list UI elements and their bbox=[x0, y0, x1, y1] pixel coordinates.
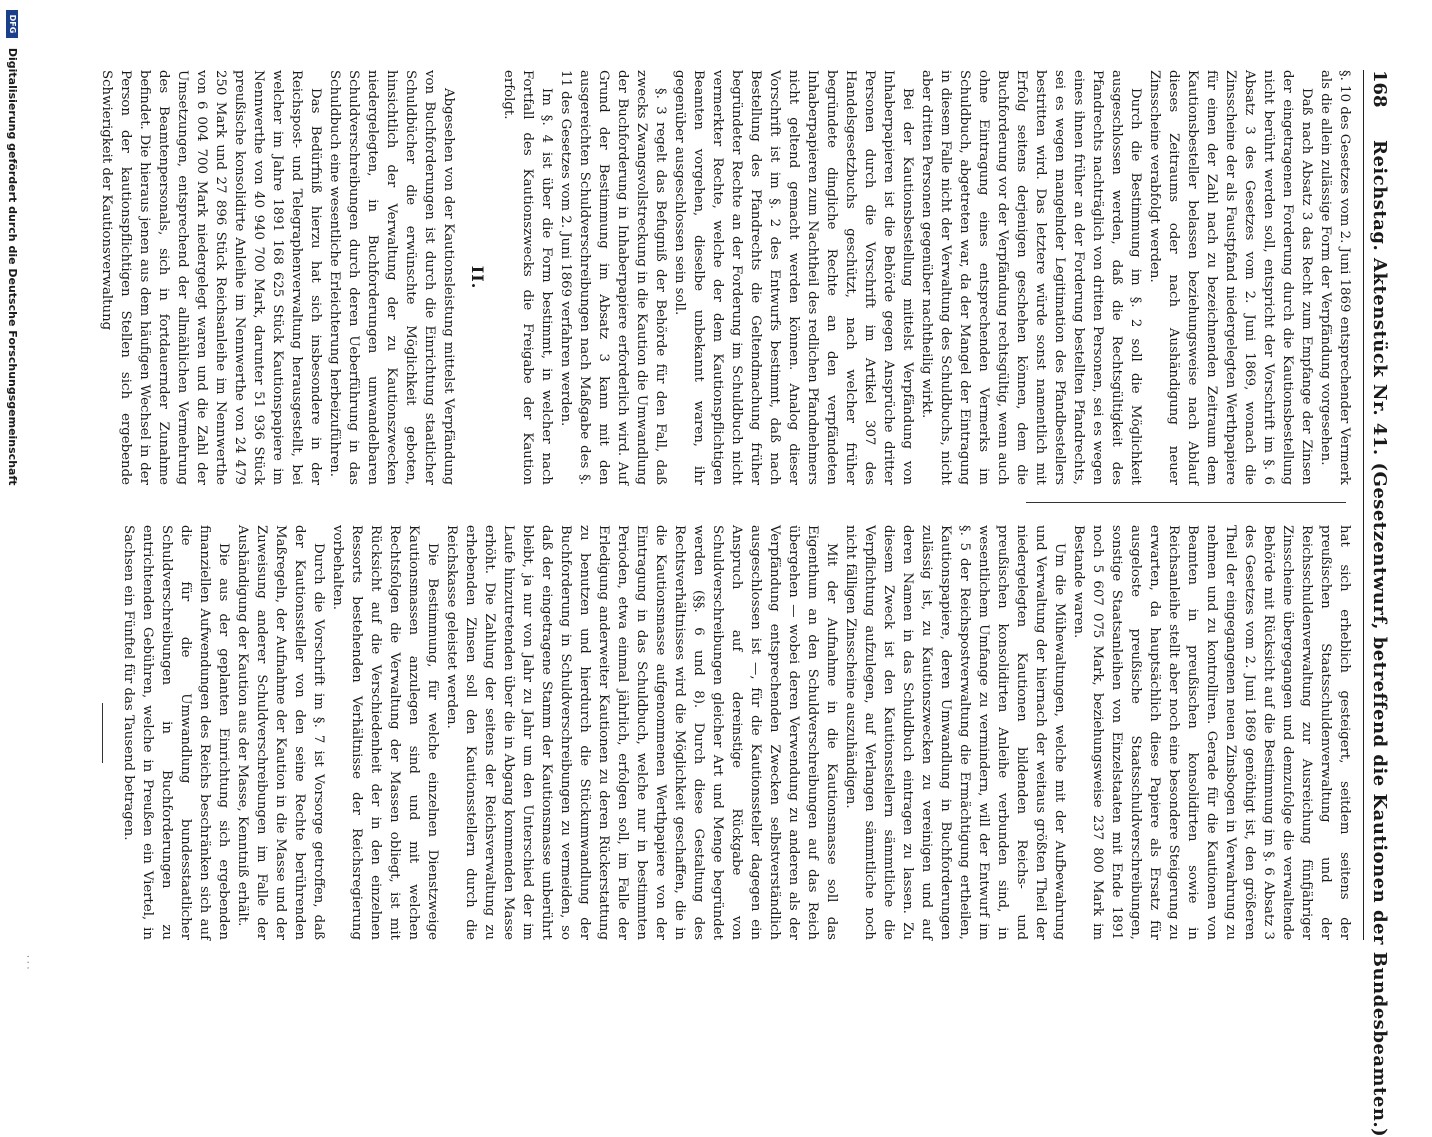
paragraph: Das Bedürfniß hierzu hat sich insbesondere in der Reichspost- und Telegraphenverwaltung herausgestellt, bei welcher im Jahre 1891 168 625 Stück Kautionspapiere im Nennwerthe von 40 940 700 Mark, darunter 51 936 Stück preußische konsolidirte Anleihe im Nennwerthe von 24 479 250 Mark und 27 896 Stück Reichsanleihe im Nennwerthe von 6 004 700 Mark niedergelegt waren und die Zahl der Umsetzungen, entsprechend der allmählichen Vermehrung des Beamtenpersonals, sich in fortdauernder Zunahme befindet. Die hieraus jenen aus dem häufigen Wechsel in der Person der kautionspflichtigen Stellen sich ergebende Schwierigkeit der Kautionsverwaltung bbox=[99, 70, 323, 485]
dfg-logo: DFG bbox=[6, 10, 18, 38]
column-divider bbox=[1026, 502, 1346, 503]
section-heading: II. bbox=[468, 265, 487, 290]
paragraph: Durch die Vorschrift im §. 7 ist Vorsorge getroffen, daß der Kautionssteller von den seine Rechte berührenden Maßregeln, der Aufnahme der Kaution in die Masse und der Zuweisung anderer Schuldverschreibungen im Falle der Aushändigung der Kaution aus der Masse, Kenntniß erhält. bbox=[235, 525, 326, 940]
end-rule bbox=[102, 703, 103, 763]
paragraph: Bei der Kautionsbestellung mittelst Verpfändung von Inhaberpapieren ist die Behörde gegen Ansprüche dritter Personen durch die Vorschrift im Artikel 307 des Handelsgesetzbuchs geschützt, nach welcher früher begründete dingliche Rechte an den verpfändeten Inhaberpapieren zum Nachtheil des redlichen Pfandnehmers nicht geltend gemacht werden können. Analog dieser Vorschrift ist im §. 2 des Entwurfs bestimmt, daß nach Bestellung des Pfandrechts die Geltendmachung früher begründeter Rechte an der Forderung im Schuldbuch nicht vermerkter Rechte, welche der dem Kautionspflichtigen Beamten vorgehen, dieselbe unbekannt waren, ihr gegenüber ausgeschlossen sein soll. bbox=[672, 70, 915, 485]
paragraph: hat sich erheblich gesteigert, seitdem seitens der preußischen Staatsschuldenverwaltung und der Reichsschuldenverwaltung zur Ausreichung fünfjähriger Zinsscheine übergegangen und demzufolge die verwaltende Behörde mit Rücksicht auf die Bestimmung im §. 6 Absatz 3 des Gesetzes vom 2. Juni 1869 genöthigt ist, den größeren Theil der eingegangenen neuen Zinsbogen in Verwahrung zu nehmen und zu kontrolliren. Gerade für die Kautionen von Beamten in preußischen konsolidirten sowie in Reichsanleihe stellt aber noch eine besondere Steigerung zu erwarten, da hauptsächlich diese Papiere als Ersatz für ausgeloste preußische Staatsschuldverschreibungen, sonstige Staatsanleihen von Einzelstaaten mit Ende 1891 noch 5 607 075 Mark, beziehungsweise 237 800 Mark im Bestande waren. bbox=[1071, 525, 1352, 940]
paragraph: Die Bestimmung, für welche einzelnen Dienstzweige Kautionsmassen anzulegen sind und mit welchen Rechtsfolgen die Verwaltung der Massen obliegt, ist mit Rücksicht auf die Verschiedenheit der in den einzelnen Ressorts bestehenden Verhältnisse der Reichsregierung vorbehalten. bbox=[330, 525, 440, 940]
left-column bbox=[99, 70, 1354, 485]
paragraph: §. 10 des Gesetzes vom 2. Juni 1869 entsprechender Vermerk als die allein zulässige Form der Verpfändung vorgesehen. bbox=[1318, 70, 1352, 485]
paragraph: Durch die Bestimmung im §. 2 soll die Möglichkeit ausgeschlossen werden, daß die Rechtsgültigkeit des Pfandrechts nachträglich von dritten Personen, sei es wegen eines ihnen früher an der Forderung bestellten Pfandrechts, sei es wegen mangelnder Legitimation des Pfandbestellers bestritten wird. Das letztere würde sonst namentlich mit Erfolg seitens derjenigen geschehen können, dem die Buchforderung vor der Verpfändung rechtsgültig, wenn auch ohne Eintragung eines entsprechenden Vermerks im Schuldbuch, abgetreten war, da der Mangel der Eintragung in diesem Falle nicht der Verwaltung des Schuldbuchs, nicht aber dritten Personen gegenüber nachtheilig wirkt. bbox=[919, 70, 1143, 485]
running-header bbox=[1363, 70, 1392, 1137]
corner-mark: · · · bbox=[22, 955, 32, 970]
paragraph: Daß nach Absatz 3 das Recht zum Empfange der Zinsen der eingetragenen Forderung durch die Kautionsbestellung nicht berührt werden soll, entspricht der Vorschrift im §. 6 Absatz 3 des Gesetzes vom 2. Juni 1869, wonach die Zinsscheine der als Faustpfand niedergelegten Werthpapiere für einen der Zahl nach zu bezeichnenden Zeitraum dem Kautionsbesteller belassen beziehungsweise nach Ablauf dieses Zeitraums oder nach Aushändigung neuer Zinsscheine verabfolgt werden. bbox=[1147, 70, 1314, 485]
right-column bbox=[114, 525, 1354, 940]
paragraph: §. 3 regelt das Befugniß der Behörde für den Fall, daß zwecks Zwangsvollstreckung in die Kaution die Umwandlung der Buchforderung in Inhaberpapiere erforderlich wird. Auf Grund der Bestimmung im Absatz 3 kann mit den ausgereichten Schuldverschreibungen nach Maßgabe des §. 11 des Gesetzes vom 2. Juni 1869 verfahren werden. bbox=[558, 70, 668, 485]
footer-text: Digitalisierung gefördert durch die Deutsche Forschungsgemeinschaft bbox=[6, 47, 19, 486]
paragraph: Abgesehen von der Kautionsleistung mittelst Verpfändung von Buchforderungen ist durch die Einrichtung staatlicher Schuldbücher die erwünschte Möglichkeit geboten, hinsichtlich der Verwaltung der zu Kautionszwecken niedergelegten, in Buchforderungen umwandelbaren Schuldverschreibungen durch deren Ueberführung in das Schuldbuch eine wesentliche Erleichterung herbeizuführen. bbox=[327, 70, 456, 485]
paragraph: Um die Mühewaltungen, welche mit der Aufbewahrung und Verwaltung der hiernach der weitaus größten Theil der niedergelegten Kautionen bildenden Reichs- und preußischen konsolidirten Anleihe verbunden sind, in wesentlichem Umfange zu vermindern, will der Entwurf im §. 5 der Reichspostverwaltung die Ermächtigung ertheilen, Kautionspapiere, deren Umwandlung in Buchforderungen zulässig ist, zu Kautionszwecken zu vereinigen und auf deren Namen in das Schuldbuch eintragen zu lassen. Zu diesem Zweck ist den Kautionsstellern sämmtliche die Verpflichtung aufzulegen, auf Verlangen sämmtliche noch nicht fälligen Zinsscheine auszuhändigen. bbox=[843, 525, 1067, 940]
paragraph: Mit der Aufnahme in die Kautionsmasse soll das Eigenthum an den Schuldverschreibungen auf das Reich übergehen — wobei deren Verwendung zu anderen als der Verpfändung entsprechenden Zwecken selbstverständlich ausgeschlossen ist —, für die Kautionssteller dagegen ein Anspruch auf dereinstige Rückgabe von Schuldverschreibungen gleicher Art und Menge begründet werden (§§. 6 und 8). Durch diese Gestaltung des Rechtsverhältnisses wird die Möglichkeit geschaffen, die in die Kautionsmasse aufgenommenen Werthpapiere von der Eintragung in das Schuldbuch, welche nur in bestimmten Perioden, etwa einmal jährlich, erfolgen soll, im Falle der Erledigung anderweiter Kautionen zu deren Rückerstattung zu benutzen und hierdurch die Stückumwandlung der Buchforderung in Schuldverschreibungen zu vermeiden, so daß der eingetragene Stamm der Kautionsmasse unberührt bleibt, ja nur von Jahr zu Jahr um den Unterschied der im Laufe hinzutretenden über die in Abgang kommenden Masse erhöht. Die Zahlung der seitens der Reichsverwaltung zu erhebenden Zinsen soll den Kautionsstellern durch die Reichskasse geleistet werden. bbox=[444, 525, 839, 940]
digitization-footer bbox=[5, 10, 19, 990]
page-number: 168 bbox=[1369, 70, 1390, 108]
paragraph: Im §. 4 ist über die Form bestimmt, in welcher nach Fortfall des Kautionszwecks die Freigabe der Kaution erfolgt. bbox=[501, 70, 554, 485]
paragraph: Die aus der geplanten Einrichtung sich ergebenden finanziellen Aufwendungen des Reichs beschränken sich auf die für die Umwandlung bundesstaatlicher Schuldverschreibungen in Buchforderungen zu entrichtenden Gebühren, welche in Preußen ein Viertel, in Sachsen ein Fünftel für das Tausend betragen. bbox=[121, 525, 231, 940]
header-title: Reichstag. Aktenstück Nr. 41. (Gesetzentwurf, betreffend die Kautionen der Bundesbeamten.) bbox=[1369, 140, 1390, 1137]
